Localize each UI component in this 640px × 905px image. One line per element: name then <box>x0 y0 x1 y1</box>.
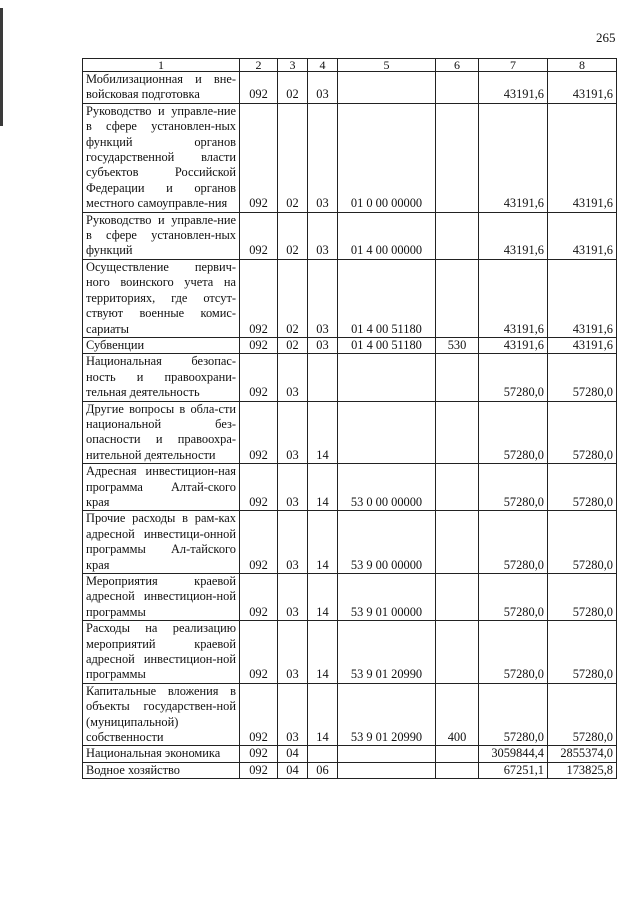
section-cell: 04 <box>278 762 308 778</box>
amount-cell: 43191,6 <box>479 212 548 259</box>
section-cell: 03 <box>278 683 308 746</box>
subsection-cell: 14 <box>308 401 338 464</box>
expense-type-cell <box>436 72 479 104</box>
section-cell: 02 <box>278 103 308 212</box>
expense-type-cell <box>436 464 479 511</box>
header-cell: 5 <box>338 59 436 72</box>
amount-cell: 57280,0 <box>479 683 548 746</box>
subsection-cell: 03 <box>308 72 338 104</box>
target-article-cell: 53 9 01 20990 <box>338 621 436 684</box>
table-row <box>83 103 617 212</box>
expense-type-cell <box>436 762 479 778</box>
target-article-cell <box>338 72 436 104</box>
target-article-cell: 53 9 01 20990 <box>338 683 436 746</box>
table-row <box>83 683 617 746</box>
row-name-cell: Водное хозяйство <box>83 762 240 778</box>
subsection-cell <box>308 354 338 401</box>
row-name-cell: Руководство и управле-ние в сфере установлен-ных функций <box>83 212 240 259</box>
target-article-cell <box>338 354 436 401</box>
amount-cell: 43191,6 <box>479 259 548 337</box>
table-row <box>83 762 617 778</box>
expense-type-cell <box>436 746 479 762</box>
target-article-cell <box>338 762 436 778</box>
section-cell: 03 <box>278 621 308 684</box>
section-cell: 02 <box>278 72 308 104</box>
budget-table <box>82 58 617 779</box>
amount-cell: 57280,0 <box>479 621 548 684</box>
subsection-cell: 14 <box>308 574 338 621</box>
code-cell: 092 <box>240 212 278 259</box>
amount-cell: 57280,0 <box>548 683 617 746</box>
row-name-cell: Мобилизационная и вне-войсковая подготовка <box>83 72 240 104</box>
amount-cell: 57280,0 <box>479 574 548 621</box>
subsection-cell: 06 <box>308 762 338 778</box>
section-cell: 03 <box>278 464 308 511</box>
code-cell: 092 <box>240 621 278 684</box>
code-cell: 092 <box>240 574 278 621</box>
amount-cell: 43191,6 <box>548 337 617 353</box>
row-name-cell: Осуществление первич-ного воинского учета на территориях, где отсут-ствуют военные комис-сариаты <box>83 259 240 337</box>
amount-cell: 57280,0 <box>548 574 617 621</box>
subsection-cell: 03 <box>308 103 338 212</box>
subsection-cell: 14 <box>308 464 338 511</box>
amount-cell: 43191,6 <box>548 72 617 104</box>
expense-type-cell <box>436 354 479 401</box>
expense-type-cell <box>436 401 479 464</box>
amount-cell: 57280,0 <box>548 464 617 511</box>
target-article-cell: 01 4 00 00000 <box>338 212 436 259</box>
code-cell: 092 <box>240 103 278 212</box>
row-name-cell: Руководство и управле-ние в сфере установлен-ных функций органов государственной власти субъектов Российской Федерации и органов местного самоуправле-ния <box>83 103 240 212</box>
amount-cell: 67251,1 <box>479 762 548 778</box>
row-name-cell: Прочие расходы в рам-ках адресной инвестици-онной программы Ал-тайского края <box>83 511 240 574</box>
amount-cell: 43191,6 <box>479 337 548 353</box>
table-row <box>83 72 617 104</box>
amount-cell: 57280,0 <box>548 621 617 684</box>
subsection-cell: 14 <box>308 511 338 574</box>
code-cell: 092 <box>240 762 278 778</box>
amount-cell: 43191,6 <box>548 259 617 337</box>
subsection-cell: 03 <box>308 212 338 259</box>
expense-type-cell <box>436 574 479 621</box>
scan-edge-mark <box>0 8 3 126</box>
table-row <box>83 574 617 621</box>
expense-type-cell <box>436 103 479 212</box>
amount-cell: 3059844,4 <box>479 746 548 762</box>
expense-type-cell <box>436 259 479 337</box>
amount-cell: 43191,6 <box>548 212 617 259</box>
row-name-cell: Субвенции <box>83 337 240 353</box>
amount-cell: 43191,6 <box>479 72 548 104</box>
row-name-cell: Национальная безопас-ность и правоохрани-тельная деятельность <box>83 354 240 401</box>
target-article-cell: 53 9 01 00000 <box>338 574 436 621</box>
header-cell: 2 <box>240 59 278 72</box>
amount-cell: 43191,6 <box>548 103 617 212</box>
expense-type-cell: 530 <box>436 337 479 353</box>
header-cell: 3 <box>278 59 308 72</box>
section-cell: 04 <box>278 746 308 762</box>
section-cell: 03 <box>278 401 308 464</box>
section-cell: 03 <box>278 511 308 574</box>
code-cell: 092 <box>240 401 278 464</box>
code-cell: 092 <box>240 354 278 401</box>
section-cell: 02 <box>278 259 308 337</box>
table-row <box>83 337 617 353</box>
amount-cell: 57280,0 <box>548 354 617 401</box>
amount-cell: 57280,0 <box>479 511 548 574</box>
target-article-cell: 01 4 00 51180 <box>338 337 436 353</box>
section-cell: 03 <box>278 574 308 621</box>
amount-cell: 43191,6 <box>479 103 548 212</box>
subsection-cell: 03 <box>308 259 338 337</box>
table-row <box>83 354 617 401</box>
row-name-cell: Адресная инвестицион-ная программа Алтай-ского края <box>83 464 240 511</box>
table-row <box>83 212 617 259</box>
code-cell: 092 <box>240 746 278 762</box>
table-row <box>83 259 617 337</box>
row-name-cell: Капитальные вложения в объекты государствен-ной (муниципальной) собственности <box>83 683 240 746</box>
subsection-cell: 03 <box>308 337 338 353</box>
page-number: 265 <box>596 30 616 45</box>
section-cell: 03 <box>278 354 308 401</box>
row-name-cell: Расходы на реализацию мероприятий краевой адресной инвестицион-ной программы <box>83 621 240 684</box>
subsection-cell <box>308 746 338 762</box>
section-cell: 02 <box>278 212 308 259</box>
code-cell: 092 <box>240 511 278 574</box>
amount-cell: 57280,0 <box>479 401 548 464</box>
amount-cell: 57280,0 <box>479 464 548 511</box>
row-name-cell: Мероприятия краевой адресной инвестицион-ной программы <box>83 574 240 621</box>
header-cell: 1 <box>83 59 240 72</box>
header-cell: 4 <box>308 59 338 72</box>
code-cell: 092 <box>240 464 278 511</box>
amount-cell: 173825,8 <box>548 762 617 778</box>
subsection-cell: 14 <box>308 683 338 746</box>
target-article-cell: 01 4 00 51180 <box>338 259 436 337</box>
table-header-row <box>83 59 617 72</box>
header-cell: 6 <box>436 59 479 72</box>
table-row <box>83 621 617 684</box>
table-row <box>83 746 617 762</box>
header-cell: 8 <box>548 59 617 72</box>
code-cell: 092 <box>240 683 278 746</box>
table-row <box>83 511 617 574</box>
expense-type-cell: 400 <box>436 683 479 746</box>
code-cell: 092 <box>240 337 278 353</box>
amount-cell: 57280,0 <box>548 401 617 464</box>
target-article-cell: 53 0 00 00000 <box>338 464 436 511</box>
header-cell: 7 <box>479 59 548 72</box>
target-article-cell <box>338 401 436 464</box>
subsection-cell: 14 <box>308 621 338 684</box>
code-cell: 092 <box>240 259 278 337</box>
section-cell: 02 <box>278 337 308 353</box>
expense-type-cell <box>436 212 479 259</box>
target-article-cell <box>338 746 436 762</box>
amount-cell: 2855374,0 <box>548 746 617 762</box>
expense-type-cell <box>436 511 479 574</box>
table-row <box>83 401 617 464</box>
amount-cell: 57280,0 <box>479 354 548 401</box>
code-cell: 092 <box>240 72 278 104</box>
row-name-cell: Другие вопросы в обла-сти национальной без-опасности и правоохра-нительной деятельности <box>83 401 240 464</box>
target-article-cell: 01 0 00 00000 <box>338 103 436 212</box>
row-name-cell: Национальная экономика <box>83 746 240 762</box>
expense-type-cell <box>436 621 479 684</box>
amount-cell: 57280,0 <box>548 511 617 574</box>
target-article-cell: 53 9 00 00000 <box>338 511 436 574</box>
table-row <box>83 464 617 511</box>
